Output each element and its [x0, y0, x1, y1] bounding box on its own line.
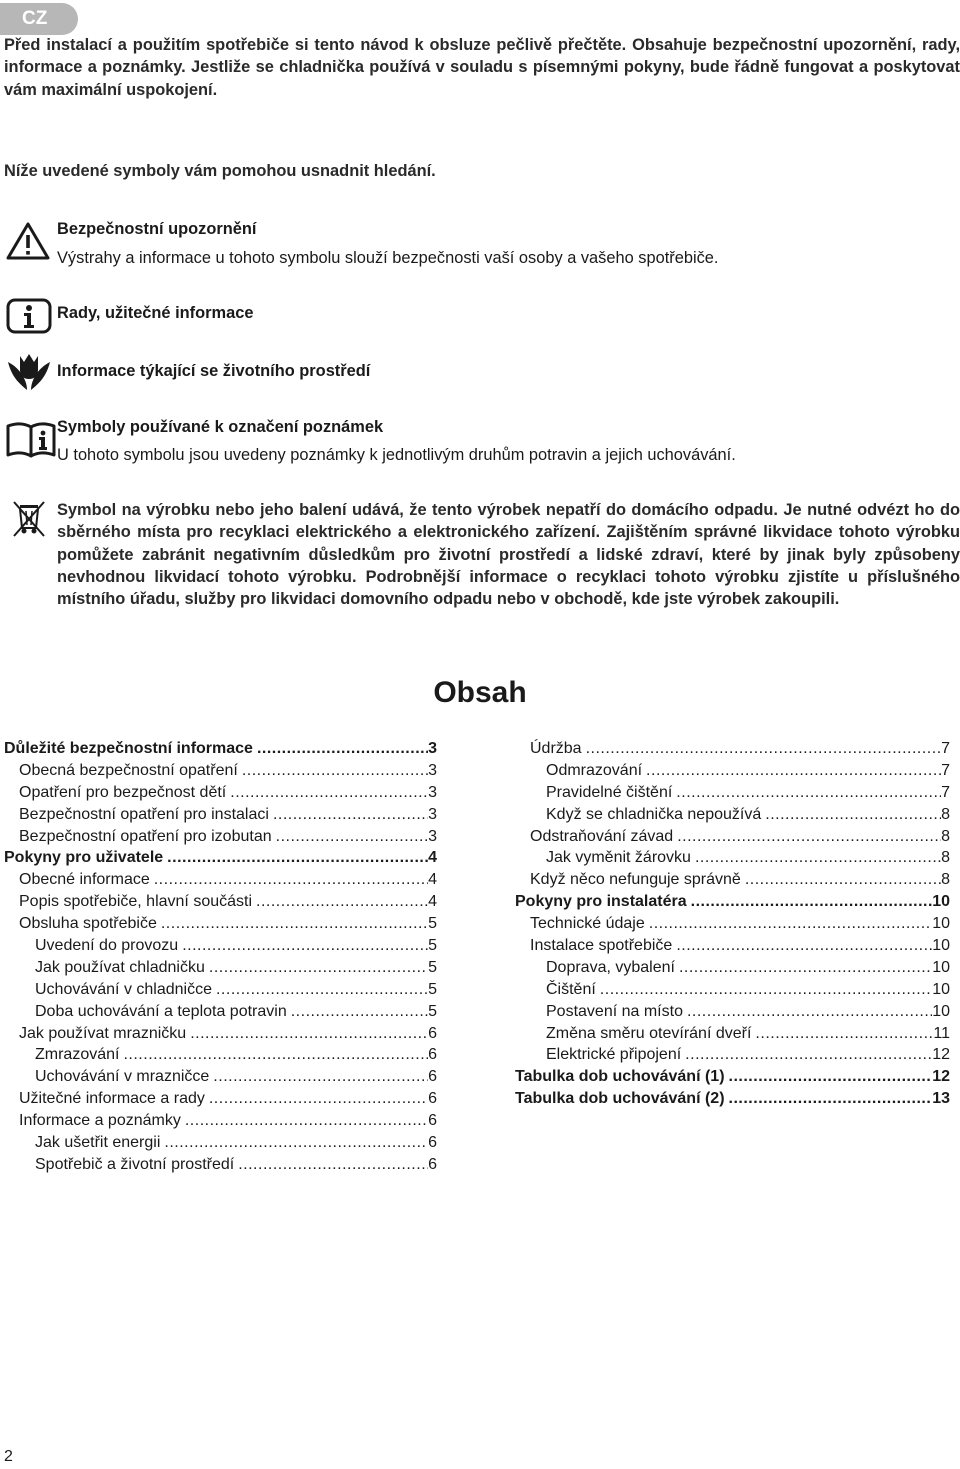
toc-entry-label: Údržba	[530, 740, 582, 757]
toc-dot-leader	[167, 847, 428, 869]
toc-entry-page: 8	[941, 805, 950, 823]
toc-entry-label: Bezpečnostní opatření pro izobutan	[19, 827, 272, 845]
toc-entry-page: 10	[932, 893, 950, 911]
toc-entry-label: Instalace spotřebiče	[530, 937, 673, 955]
toc-entry[interactable]	[4, 847, 437, 869]
toc-entry-label: Spotřebič a životní prostředí	[35, 1155, 235, 1173]
toc-entry-page: 3	[428, 740, 437, 757]
toc-entry[interactable]	[4, 1044, 437, 1066]
toc-entry[interactable]	[515, 869, 950, 891]
environment-title: Informace týkající se životního prostředí	[57, 362, 371, 380]
toc-entry-label: Jak vyměnit žárovku	[546, 849, 691, 867]
toc-dot-leader	[679, 957, 932, 979]
toc-entry-page: 5	[428, 980, 437, 998]
toc-entry-page: 10	[932, 980, 950, 998]
toc-left-column	[4, 738, 437, 1176]
toc-dot-leader	[257, 738, 428, 760]
language-badge: CZ	[0, 3, 78, 35]
toc-entry-label: Uchovávání v mrazničce	[35, 1068, 210, 1086]
tulip-environment-icon	[6, 352, 52, 392]
warning-title: Bezpečnostní upozornění	[57, 220, 257, 238]
warning-description: Výstrahy a informace u tohoto symbolu slouží bezpečnosti vaší osoby a vašeho spotřebiče.	[57, 249, 719, 267]
info-icon	[6, 298, 52, 334]
toc-entry[interactable]	[515, 760, 950, 782]
toc-entry[interactable]	[515, 957, 950, 979]
toc-entry-label: Zmrazování	[35, 1046, 120, 1064]
toc-entry-label: Užitečné informace a rady	[19, 1090, 205, 1108]
symbols-intro: Níže uvedené symboly vám pomohou usnadnit hledání.	[4, 162, 436, 180]
toc-entry-label: Informace a poznámky	[19, 1112, 181, 1130]
toc-entry-label: Tabulka dob uchovávání (1)	[515, 1068, 725, 1086]
toc-dot-leader	[256, 891, 428, 913]
toc-entry-label: Změna směru otevírání dveří	[546, 1024, 752, 1042]
toc-dot-leader	[646, 760, 941, 782]
toc-entry-label: Technické údaje	[530, 915, 645, 933]
toc-entry[interactable]	[4, 738, 437, 760]
toc-entry-label: Jak používat chladničku	[35, 958, 205, 976]
toc-entry-label: Když něco nefunguje správně	[530, 871, 741, 889]
toc-entry-page: 6	[428, 1134, 437, 1152]
toc-entry-page: 7	[941, 783, 950, 801]
toc-dot-leader	[695, 847, 941, 869]
toc-right-column	[515, 738, 950, 1110]
toc-entry-label: Bezpečnostní opatření pro instalaci	[19, 805, 269, 823]
toc-entry-page: 10	[932, 1002, 950, 1020]
toc-entry[interactable]	[4, 957, 437, 979]
toc-entry-label: Jak používat mrazničku	[19, 1024, 187, 1042]
toc-entry[interactable]	[4, 979, 437, 1001]
toc-entry[interactable]	[515, 891, 950, 913]
toc-entry-label: Čištění	[546, 980, 596, 998]
toc-dot-leader	[123, 1044, 428, 1066]
toc-entry-label: Obecná bezpečnostní opatření	[19, 761, 238, 779]
toc-entry-page: 5	[428, 958, 437, 976]
toc-entry-label: Jak ušetřit energii	[35, 1134, 161, 1152]
toc-dot-leader	[676, 935, 932, 957]
toc-dot-leader	[687, 1001, 932, 1023]
toc-entry[interactable]	[515, 826, 950, 848]
toc-dot-leader	[209, 957, 428, 979]
toc-dot-leader	[600, 979, 932, 1001]
toc-dot-leader	[216, 979, 428, 1001]
toc-entry[interactable]	[4, 891, 437, 913]
warning-triangle-icon	[6, 222, 50, 260]
toc-dot-leader	[230, 782, 428, 804]
toc-entry-page: 6	[428, 1112, 437, 1130]
toc-entry-page: 5	[428, 915, 437, 933]
intro-paragraph: Před instalací a použitím spotřebiče si tento návod k obsluze pečlivě přečtěte. Obsahuje bezpečnostní upozornění, rady, informace a poznámky. Jestliže se chladnička používá v souladu s písemnými pokyny, bude řádně fungovat a poskytovat vám maximální uspokojení.	[4, 36, 960, 99]
toc-dot-leader	[276, 826, 428, 848]
crossed-bin-icon	[11, 500, 47, 538]
toc-dot-leader	[161, 913, 428, 935]
toc-dot-leader	[765, 804, 941, 826]
toc-dot-leader	[273, 804, 428, 826]
toc-title: Obsah	[433, 676, 527, 709]
toc-entry-page: 6	[428, 1046, 437, 1064]
toc-entry-label: Odmrazování	[546, 761, 643, 779]
toc-entry-page: 4	[428, 871, 437, 889]
toc-entry-page: 12	[932, 1046, 950, 1064]
toc-entry[interactable]	[4, 1154, 437, 1176]
toc-entry-label: Doprava, vybalení	[546, 958, 675, 976]
toc-dot-leader	[685, 1044, 932, 1066]
notes-description: U tohoto symbolu jsou uvedeny poznámky k jednotlivým druhům potravin a jejich uchovávání.	[57, 446, 736, 464]
toc-entry-page: 3	[428, 761, 437, 779]
toc-dot-leader	[691, 891, 933, 913]
toc-entry-label: Důležité bezpečnostní informace	[4, 740, 253, 757]
toc-entry[interactable]	[515, 738, 950, 760]
toc-entry[interactable]	[4, 760, 437, 782]
toc-entry-page: 7	[941, 761, 950, 779]
toc-entry-page: 6	[428, 1068, 437, 1086]
toc-entry[interactable]	[515, 782, 950, 804]
toc-entry-page: 10	[932, 915, 950, 933]
toc-dot-leader	[291, 1001, 428, 1023]
toc-entry-label: Doba uchovávání a teplota potravin	[35, 1002, 287, 1020]
toc-entry-label: Uvedení do provozu	[35, 937, 179, 955]
toc-dot-leader	[190, 1023, 428, 1045]
toc-dot-leader	[677, 826, 941, 848]
toc-entry[interactable]	[515, 804, 950, 826]
toc-dot-leader	[242, 760, 428, 782]
toc-dot-leader	[729, 1088, 933, 1110]
toc-dot-leader	[164, 1132, 428, 1154]
toc-entry[interactable]	[4, 913, 437, 935]
toc-entry[interactable]	[515, 1088, 950, 1110]
toc-entry-page: 11	[933, 1024, 950, 1042]
toc-entry-label: Tabulka dob uchovávání (2)	[515, 1090, 725, 1108]
toc-entry-label: Opatření pro bezpečnost dětí	[19, 783, 227, 801]
toc-entry[interactable]	[515, 847, 950, 869]
toc-entry-page: 13	[932, 1090, 950, 1108]
weee-disposal-text: Symbol na výrobku nebo jeho balení udává, že tento výrobek nepatří do domácího odpadu. Je nutné odvézt ho do sběrného místa pro recyklaci elektrického a elektronického zařízení. Zajištěním správné likvidace tohoto výrobku pomůžete zabránit negativním důsledkům pro životní prostředí a lidské zdraví, které by jinak byly způsobeny nevhodnou likvidací tohoto výrobku. Podrobnější informace o recyklaci tohoto výrobku zjistíte u příslušného místního úřadu, služby pro likvidaci domovního odpadu nebo v obchodě, kde jste výrobek zakoupili.	[57, 501, 960, 609]
toc-entry-page: 7	[941, 740, 950, 757]
toc-entry-page: 4	[428, 893, 437, 911]
toc-entry-page: 6	[428, 1090, 437, 1108]
toc-entry-label: Obecné informace	[19, 871, 150, 889]
toc-dot-leader	[209, 1088, 428, 1110]
toc-entry-label: Pokyny pro instalatéra	[515, 893, 687, 911]
toc-entry[interactable]	[515, 1001, 950, 1023]
toc-entry-page: 8	[941, 827, 950, 845]
toc-entry-label: Pokyny pro uživatele	[4, 849, 164, 867]
toc-entry-label: Pravidelné čištění	[546, 783, 673, 801]
toc-entry[interactable]	[515, 979, 950, 1001]
toc-dot-leader	[676, 782, 941, 804]
toc-entry[interactable]	[4, 1066, 437, 1088]
toc-entry-label: Popis spotřebiče, hlavní součásti	[19, 893, 253, 911]
toc-entry-page: 3	[428, 805, 437, 823]
toc-entry[interactable]	[4, 869, 437, 891]
toc-entry-page: 6	[428, 1155, 437, 1173]
toc-entry-page: 5	[428, 1002, 437, 1020]
toc-entry[interactable]	[4, 1088, 437, 1110]
page-number: 2	[4, 1448, 13, 1465]
toc-dot-leader	[185, 1110, 428, 1132]
toc-entry-page: 8	[941, 849, 950, 867]
toc-entry-page: 5	[428, 937, 437, 955]
toc-entry-page: 3	[428, 783, 437, 801]
toc-entry-page: 4	[428, 849, 437, 867]
toc-entry[interactable]	[4, 935, 437, 957]
toc-dot-leader	[154, 869, 428, 891]
toc-entry-page: 3	[428, 827, 437, 845]
toc-entry[interactable]	[4, 804, 437, 826]
toc-entry[interactable]	[515, 913, 950, 935]
toc-entry-page: 8	[941, 871, 950, 889]
toc-entry-page: 6	[428, 1024, 437, 1042]
toc-entry-label: Obsluha spotřebiče	[19, 915, 157, 933]
toc-entry-page: 12	[932, 1068, 950, 1086]
toc-dot-leader	[729, 1066, 933, 1088]
toc-entry-label: Postavení na místo	[546, 1002, 683, 1020]
toc-entry[interactable]	[515, 935, 950, 957]
toc-entry[interactable]	[4, 826, 437, 848]
toc-entry[interactable]	[4, 1001, 437, 1023]
toc-entry[interactable]	[515, 1023, 950, 1045]
toc-entry-page: 10	[932, 958, 950, 976]
toc-entry-label: Když se chladnička nepoužívá	[546, 805, 762, 823]
toc-entry-page: 10	[932, 937, 950, 955]
toc-entry-label: Odstraňování závad	[530, 827, 674, 845]
toc-dot-leader	[213, 1066, 428, 1088]
toc-dot-leader	[586, 738, 942, 760]
info-title: Rady, užitečné informace	[57, 304, 254, 322]
toc-entry[interactable]	[4, 1132, 437, 1154]
toc-dot-leader	[755, 1023, 933, 1045]
toc-entry[interactable]	[515, 1066, 950, 1088]
toc-entry[interactable]	[4, 1110, 437, 1132]
toc-entry[interactable]	[4, 1023, 437, 1045]
toc-entry-label: Uchovávání v chladničce	[35, 980, 212, 998]
toc-dot-leader	[182, 935, 428, 957]
toc-dot-leader	[649, 913, 932, 935]
toc-dot-leader	[745, 869, 941, 891]
notes-title: Symboly používané k označení poznámek	[57, 418, 384, 436]
toc-dot-leader	[238, 1154, 428, 1176]
toc-entry-label: Elektrické připojení	[546, 1046, 682, 1064]
toc-entry[interactable]	[4, 782, 437, 804]
book-info-icon	[6, 422, 56, 458]
toc-entry[interactable]	[515, 1044, 950, 1066]
